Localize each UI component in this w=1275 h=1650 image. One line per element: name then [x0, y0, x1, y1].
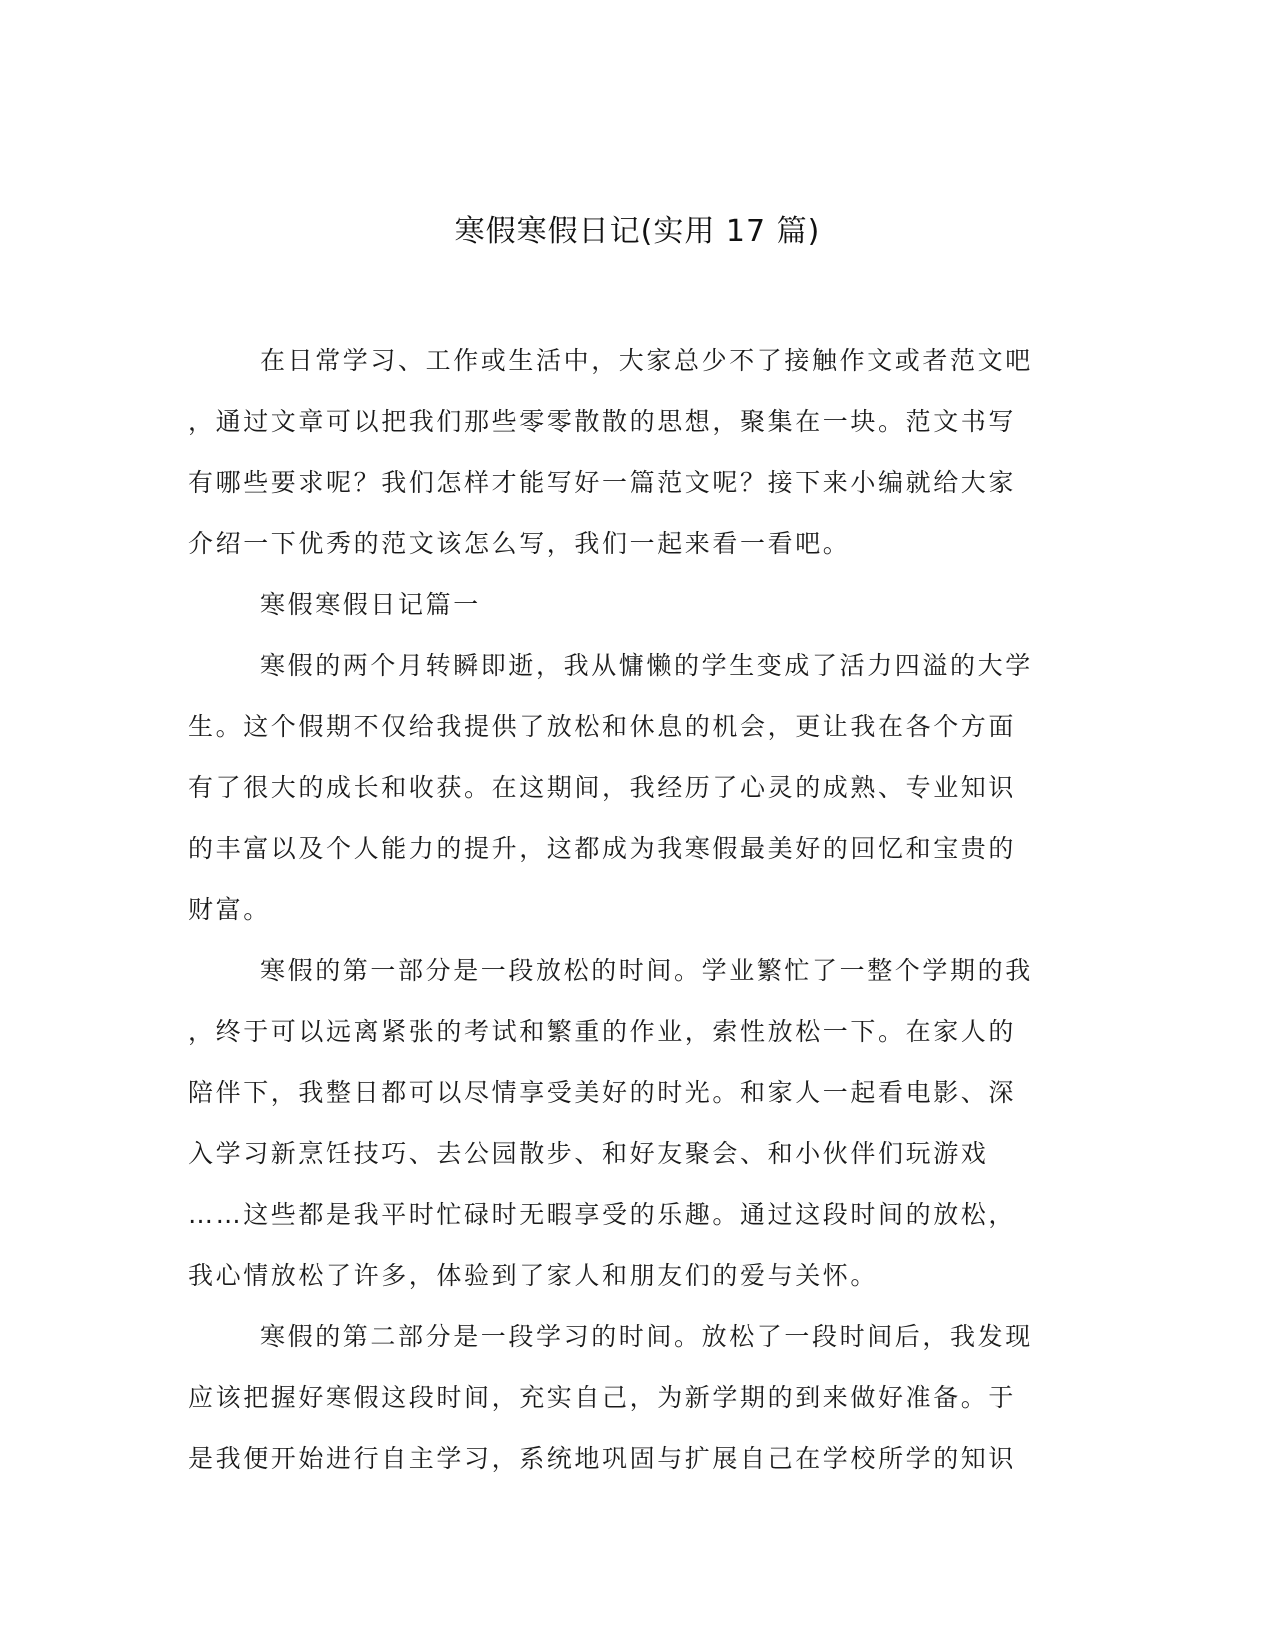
body-line: 是我便开始进行自主学习，系统地巩固与扩展自己在学校所学的知识	[188, 1444, 1017, 1473]
body-line: 应该把握好寒假这段时间，充实自己，为新学期的到来做好准备。于	[188, 1383, 1017, 1412]
body-line: 财富。	[188, 895, 271, 924]
body-line: ，通过文章可以把我们那些零零散散的思想，聚集在一块。范文书写	[188, 407, 1017, 436]
body-line: 寒假的第二部分是一段学习的时间。放松了一段时间后，我发现	[260, 1322, 1033, 1351]
body-line: 的丰富以及个人能力的提升，这都成为我寒假最美好的回忆和宝贵的	[188, 834, 1017, 863]
body-line: 我心情放松了许多，体验到了家人和朋友们的爱与关怀。	[188, 1261, 879, 1290]
body-line: 在日常学习、工作或生活中，大家总少不了接触作文或者范文吧	[260, 346, 1033, 375]
section-heading: 寒假寒假日记篇一	[260, 590, 481, 619]
body-line: 寒假的两个月转瞬即逝，我从慵懒的学生变成了活力四溢的大学	[260, 651, 1033, 680]
body-line: 有了很大的成长和收获。在这期间，我经历了心灵的成熟、专业知识	[188, 773, 1017, 802]
body-line: 有哪些要求呢？我们怎样才能写好一篇范文呢？接下来小编就给大家	[188, 468, 1017, 497]
body-line: 陪伴下，我整日都可以尽情享受美好的时光。和家人一起看电影、深	[188, 1078, 1017, 1107]
body-line: 入学习新烹饪技巧、去公园散步、和好友聚会、和小伙伴们玩游戏	[188, 1139, 989, 1168]
document-body	[188, 330, 1080, 1489]
body-line: 生。这个假期不仅给我提供了放松和休息的机会，更让我在各个方面	[188, 712, 1017, 741]
body-line: 介绍一下优秀的范文该怎么写，我们一起来看一看吧。	[188, 529, 851, 558]
body-line: ……这些都是我平时忙碌时无暇享受的乐趣。通过这段时间的放松，	[188, 1200, 1017, 1229]
body-line: ，终于可以远离紧张的考试和繁重的作业，索性放松一下。在家人的	[188, 1017, 1017, 1046]
body-line: 寒假的第一部分是一段放松的时间。学业繁忙了一整个学期的我	[260, 956, 1033, 985]
document-title: 寒假寒假日记(实用 17 篇)	[454, 214, 821, 249]
